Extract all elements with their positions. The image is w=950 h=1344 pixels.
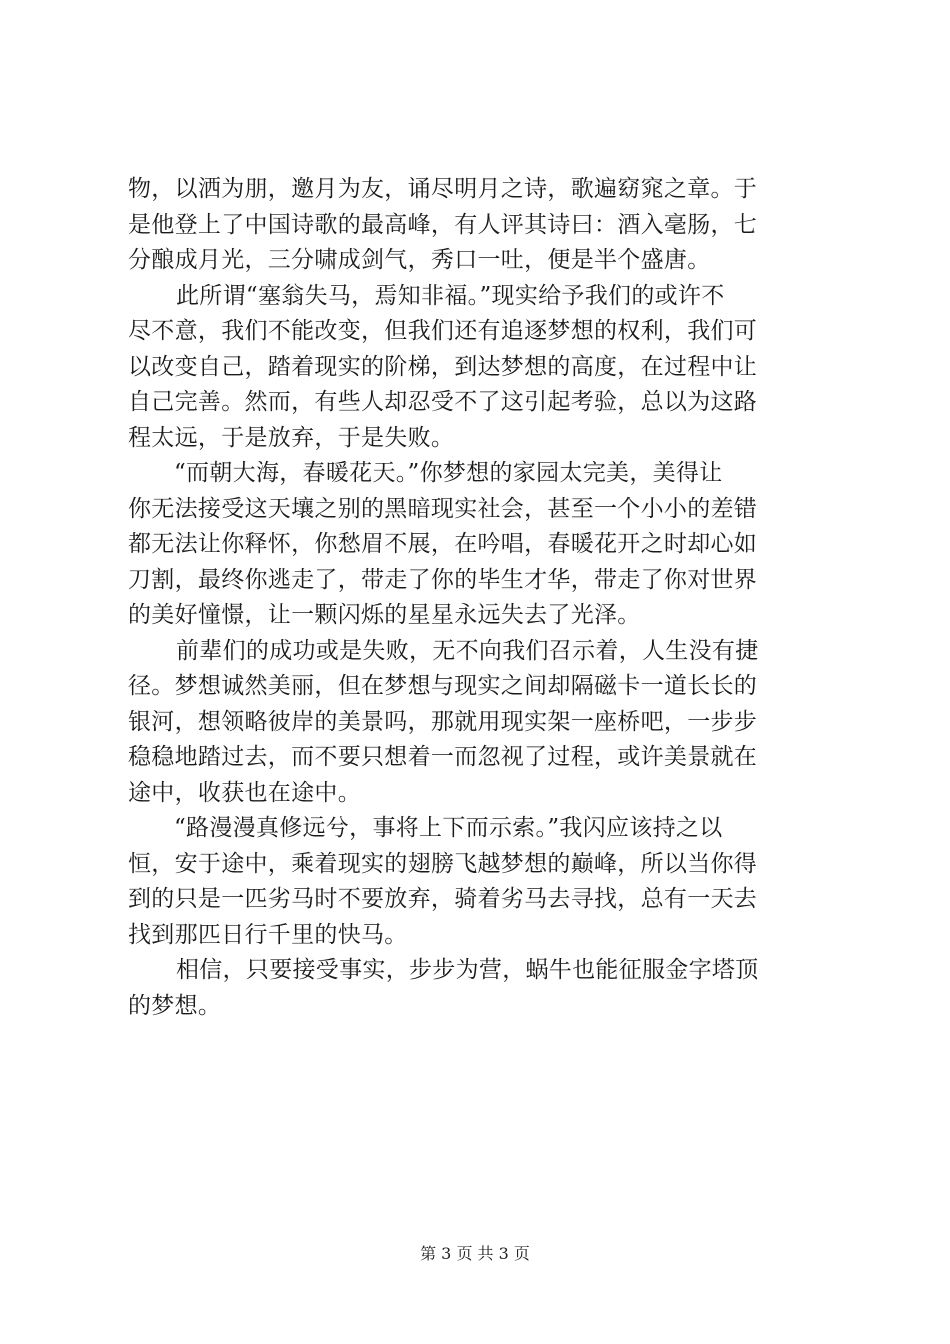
text-line: 找到那匹日行千里的快马。 xyxy=(128,921,408,948)
text-line: 尽不意，我们不能改变，但我们还有追逐梦想的权利，我们可 xyxy=(128,318,758,344)
text-line: “而朝大海，春暖花天。”你梦想的家园太完美，美得让 xyxy=(174,460,723,486)
text-line: 稳稳地踏过去，而不要只想着一而忽视了过程，或许美景就在 xyxy=(128,744,758,770)
text-line: 分酿成月光，三分啸成剑气，秀口一吐，便是半个盛唐。 xyxy=(128,247,711,273)
text-line: 刀割，最终你逃走了，带走了你的毕生才华，带走了你对世界 xyxy=(128,566,758,593)
text-line: 是他登上了中国诗歌的最高峰，有人评其诗曰：酒入毫肠，七 xyxy=(128,211,758,238)
text-line: 到的只是一匹劣马时不要放弃，骑着劣马去寻找，总有一天去 xyxy=(128,886,758,912)
text-line: 前辈们的成功或是失败，无不向我们召示着，人生没有捷 xyxy=(176,637,759,664)
text-line: 以改变自己，踏着现实的阶梯，到达梦想的高度，在过程中让 xyxy=(128,353,758,380)
text-line: 径。梦想诚然美丽，但在梦想与现实之间却隔磁卡一道长长的 xyxy=(128,673,758,699)
text-line: 相信，只要接受事实，步步为营，蜗牛也能征服金字塔顶 xyxy=(176,957,759,983)
text-line: 程太远，于是放弃，于是失败。 xyxy=(128,424,455,451)
page-footer: 第 3 页 共 3 页 xyxy=(420,1244,530,1263)
text-line: 银河，想领略彼岸的美景吗，那就用现实架一座桥吧，一步步 xyxy=(128,708,758,735)
text-line: 自己完善。然而，有些人却忍受不了这引起考验，总以为这路 xyxy=(128,389,758,415)
essay-body xyxy=(128,172,828,1024)
text-line: 物，以洒为朋，邀月为友，诵尽明月之诗，歌遍窈窕之章。于 xyxy=(128,176,758,202)
text-line: 都无法让你释怀，你愁眉不展，在吟唱，春暖花开之时却心如 xyxy=(128,531,758,557)
text-line: 的美好憧憬，让一颗闪烁的星星永远失去了光泽。 xyxy=(128,602,641,628)
text-line: 的梦想。 xyxy=(128,992,222,1019)
text-line: 途中，收获也在途中。 xyxy=(128,779,361,806)
text-line: 恒，安于途中，乘着现实的翅膀飞越梦想的巅峰，所以当你得 xyxy=(128,850,758,877)
text-line: “路漫漫真修远兮，事将上下而示索。”我闪应该持之以 xyxy=(174,815,723,841)
text-line: 此所谓“塞翁失马，焉知非福。”现实给予我们的或许不 xyxy=(176,282,725,309)
text-line: 你无法接受这天壤之别的黑暗现实社会，甚至一个小小的差错 xyxy=(128,495,758,522)
